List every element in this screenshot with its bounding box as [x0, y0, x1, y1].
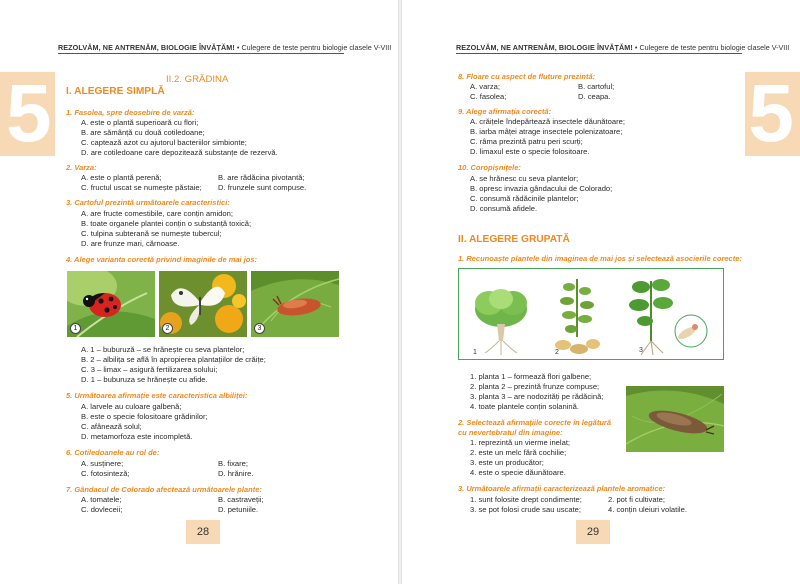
gq1-item-4: 4. toate plantele conțin solanină. — [470, 402, 579, 411]
q5-option-b: B. este o specie folositoare grădinilor; — [81, 412, 208, 421]
gq3-item-1: 1. sunt folosite drept condimente; — [470, 495, 582, 504]
q4-option-a: A. 1 – buburuză – se hrănește cu seva plantelor; — [81, 345, 245, 354]
chapter-title: II.2. GRĂDINA — [166, 74, 229, 85]
q4-option-c: C. 3 – limax – asigură fertilizarea solului; — [81, 365, 218, 374]
q2-option-d: D. frunzele sunt compuse. — [218, 183, 307, 192]
q7-option-d: D. petuniile. — [218, 505, 259, 514]
q7-option-a: A. tomatele; — [81, 495, 122, 504]
q6-option-b: B. fixare; — [218, 459, 248, 468]
gq3-item-4: 4. conțin uleiuri volatile. — [608, 505, 687, 514]
question-7-title: 7. Gândacul de Colorado afectează următoarele plante: — [66, 485, 262, 494]
question-5-title: 5. Următoarea afirmație este caracteristica albiliței: — [66, 391, 248, 400]
header-bullet: • — [634, 43, 638, 52]
gq3-item-2: 2. pot fi cultivate; — [608, 495, 665, 504]
q8-option-a: A. varza; — [470, 82, 500, 91]
q6-option-a: A. susținere; — [81, 459, 124, 468]
gq2-item-1: 1. reprezintă un vierme inelat; — [470, 438, 571, 447]
grouped-question-1-title: 1. Recunoaște plantele din imaginea de mai jos și selectează asocierile corecte: — [458, 254, 742, 263]
gq3-item-3: 3. se pot folosi crude sau uscate; — [470, 505, 582, 514]
q9-option-b: B. iarba mâței atrage insectele polenizatoare; — [470, 127, 623, 136]
plants-illustration — [459, 269, 723, 359]
grouped-question-2-title-line-1: 2. Selectează afirmațiile corecte în legătură — [458, 418, 611, 427]
q6-option-d: D. hrănire. — [218, 469, 254, 478]
q8-option-d: D. ceapa. — [578, 92, 611, 101]
q9-option-c: C. râma prezintă patru peri scurți; — [470, 137, 583, 146]
running-header-left — [58, 43, 392, 54]
question-4-title: 4. Alege varianta corectă privind imaginile de mai jos: — [66, 255, 258, 264]
q1-option-c: C. captează azot cu ajutorul bacteriilor simbionte; — [81, 138, 247, 147]
section-title-simple: I. ALEGERE SIMPLĂ — [66, 86, 165, 97]
photo-badge-1: 1 — [70, 323, 81, 334]
book-title: REZOLVĂM, NE ANTRENĂM, BIOLOGIE ÎNVĂȚĂM! — [456, 43, 633, 52]
book-subtitle: Culegere de teste pentru biologie clasele V-VIII — [639, 43, 790, 52]
q3-option-a: A. are fructe comestibile, care conțin amidon; — [81, 209, 233, 218]
question-3-title: 3. Cartoful prezintă următoarele caracteristici: — [66, 198, 230, 207]
q1-option-b: B. are sămânță cu două cotiledoane; — [81, 128, 205, 137]
question-10-title: 10. Coropișnițele: — [458, 163, 521, 172]
q6-option-c: C. fotosinteză; — [81, 469, 130, 478]
plants-figure — [458, 268, 724, 360]
book-subtitle: Culegere de teste pentru biologie clasele V-VIII — [241, 43, 392, 52]
gq1-item-2: 2. planta 2 – prezintă frunze compuse; — [470, 382, 600, 391]
q8-option-c: C. fasolea; — [470, 92, 507, 101]
q2-option-b: B. are rădăcina pivotantă; — [218, 173, 305, 182]
running-header-right — [456, 43, 790, 54]
q8-option-b: B. cartoful; — [578, 82, 615, 91]
page-number-right: 29 — [576, 520, 610, 544]
slug-large-illustration — [626, 386, 724, 452]
q2-option-c: C. fructul uscat se numește păstaie; — [81, 183, 202, 192]
q9-option-d: D. limaxul este o specie folositoare. — [470, 147, 590, 156]
q7-option-b: B. castraveții; — [218, 495, 264, 504]
plant-label-2: 2 — [555, 349, 559, 356]
photo-badge-3: 3 — [254, 323, 265, 334]
book-spine — [398, 0, 402, 584]
page-number-left: 28 — [186, 520, 220, 544]
gq2-item-4: 4. este o specie dăunătoare. — [470, 468, 566, 477]
chapter-tab-left — [0, 68, 55, 159]
q5-option-a: A. larvele au culoare galbenă; — [81, 402, 182, 411]
question-2-title: 2. Varza: — [66, 163, 97, 172]
plant-label-1: 1 — [473, 349, 477, 356]
q1-option-d: D. are cotiledoane care depozitează substanțe de rezervă. — [81, 148, 278, 157]
q7-option-c: C. dovleceii; — [81, 505, 123, 514]
photo-slug-large — [626, 386, 724, 452]
photo-badge-2: 2 — [162, 323, 173, 334]
question-9-title: 9. Alege afirmația corectă: — [458, 107, 552, 116]
gq1-item-1: 1. planta 1 – formează flori galbene; — [470, 372, 592, 381]
chapter-tab-number: 5 — [6, 68, 52, 159]
chapter-tab-right — [745, 68, 800, 159]
question-8-title: 8. Floare cu aspect de fluture prezintă: — [458, 72, 596, 81]
q3-option-b: B. toate organele plantei conțin o substanță toxică; — [81, 219, 252, 228]
photo-ladybird — [67, 271, 155, 337]
grouped-question-3-title: 3. Următoarele afirmații caracterizează plantele aromatice: — [458, 484, 666, 493]
question-6-title: 6. Cotiledoanele au rol de: — [66, 448, 160, 457]
q10-option-b: B. opresc invazia gândacului de Colorado; — [470, 184, 613, 193]
q10-option-d: D. consumă afidele. — [470, 204, 538, 213]
question-1-title: 1. Fasolea, spre deosebire de varză: — [66, 108, 195, 117]
header-bullet: • — [236, 43, 240, 52]
book-title: REZOLVĂM, NE ANTRENĂM, BIOLOGIE ÎNVĂȚĂM! — [58, 43, 235, 52]
chapter-tab-number: 5 — [748, 68, 794, 159]
photo-slug — [251, 271, 339, 337]
plant-label-3: 3 — [639, 347, 643, 354]
q9-option-a: A. crăițele îndepărtează insectele dăunătoare; — [470, 117, 625, 126]
q10-option-c: C. consumă rădăcinile plantelor; — [470, 194, 579, 203]
q4-option-d: D. 1 – buburuza se hrănește cu afide. — [81, 375, 208, 384]
grouped-question-2-title-line-2: cu nevertebratul din imagine: — [458, 428, 563, 437]
q3-option-c: C. tulpina subterană se numește tubercul; — [81, 229, 222, 238]
gq1-item-3: 3. planta 3 – are nodozități pe rădăcină; — [470, 392, 604, 401]
gq2-item-2: 2. este un melc fără cochilie; — [470, 448, 567, 457]
q1-option-a: A. este o plantă superioară cu flori; — [81, 118, 199, 127]
photo-cabbage-butterfly — [159, 271, 247, 337]
q5-option-d: D. metamorfoza este incompletă. — [81, 432, 193, 441]
q3-option-d: D. are frunze mari, cărnoase. — [81, 239, 180, 248]
q10-option-a: A. se hrănesc cu seva plantelor; — [470, 174, 579, 183]
gq2-item-3: 3. este un producător; — [470, 458, 544, 467]
section-title-grouped: II. ALEGERE GRUPATĂ — [458, 234, 570, 245]
q5-option-c: C. afânează solul; — [81, 422, 142, 431]
q2-option-a: A. este o plantă perenă; — [81, 173, 162, 182]
q4-option-b: B. 2 – albilița se află în apropierea plantațiilor de crăițe; — [81, 355, 266, 364]
